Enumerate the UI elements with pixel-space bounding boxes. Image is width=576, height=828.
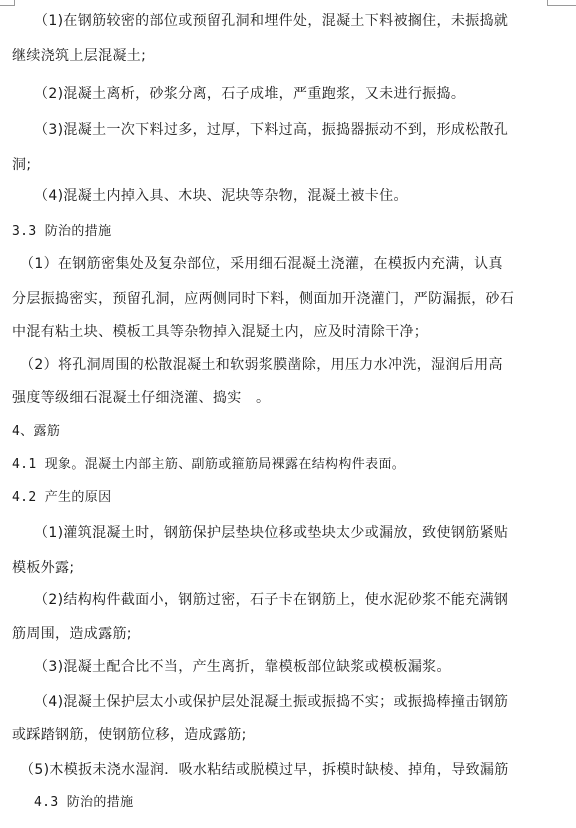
paragraph-line: 中混有粘土块、模板工具等杂物掉入混疑土内，应及时清除干净； [12,324,429,340]
paragraph-line: （2)混凝土离析，砂浆分离，石子成堆，严重跑浆，又未进行振捣。 [34,86,466,102]
paragraph-line: 筋周围，造成露筋; [12,626,132,642]
paragraph-line: 继续浇筑上层混凝土; [12,48,147,64]
paragraph-line: 4.1 现象。混凝土内部主筋、副筋或箍筋局裸露在结构构件表面。 [12,457,406,472]
paragraph-line: 强度等级细石混凝土仔细浇灌、捣实 。 [12,390,271,406]
paragraph-line: （5)木模扳未浇水湿润．吸水粘结或脱模过早，拆模时缺棱、掉角，导致漏筋 [20,762,509,778]
page-corner-mark [0,0,15,6]
paragraph-line: （4)混凝土内掉入具、木块、泥块等杂物，混凝土被卡住。 [34,188,408,204]
paragraph-line: （2）将孔洞周围的松散混凝土和软弱浆膜凿除，用压力水冲洗，湿润后用高 [20,357,503,373]
paragraph-line: 洞; [12,157,32,173]
section-heading: 4.2 产生的原因 [12,490,112,505]
paragraph-line: 或踩踏钢筋，使钢筋位移，造成露筋; [12,727,247,743]
paragraph-line: （1)灌筑混凝土时，钢筋保护层垫块位移或垫块太少或漏放，致使钢筋紧贴 [34,525,509,541]
section-heading: 4.3 防治的措施 [34,795,134,810]
paragraph-line: （1）在钢筋密集处及复杂部位，采用细石混凝土浇灌，在模扳内充满，认真 [20,256,503,272]
paragraph-line: （3)混凝土一次下料过多，过厚，下料过高，振捣器振动不到，形成松散孔 [34,122,509,138]
paragraph-line: 分层振捣密实，预留孔洞，应两侧同时下料，侧面加开浇灌门，严防漏振，砂石 [12,291,515,307]
section-heading: 3.3 防治的措施 [12,224,112,239]
paragraph-line: （4)混凝土保护层太小或保护层处混凝土振或振捣不实；或振捣棒撞击钢筋 [34,694,509,710]
paragraph-line: （2)结构构件截面小，钢筋过密，石子卡在钢筋上，使水泥砂浆不能充满钢 [34,592,509,608]
paragraph-line: （3)混凝土配合比不当，产生离折，靠模板部位缺浆或模板漏浆。 [34,659,451,675]
page-corner-mark [547,0,576,6]
paragraph-line: （1)在钢筋较密的部位或预留孔洞和埋件处，混凝土下料被搁住，未振捣就 [34,13,509,29]
paragraph-line: 模板外露; [12,560,75,576]
section-heading: 4、露筋 [12,424,61,439]
